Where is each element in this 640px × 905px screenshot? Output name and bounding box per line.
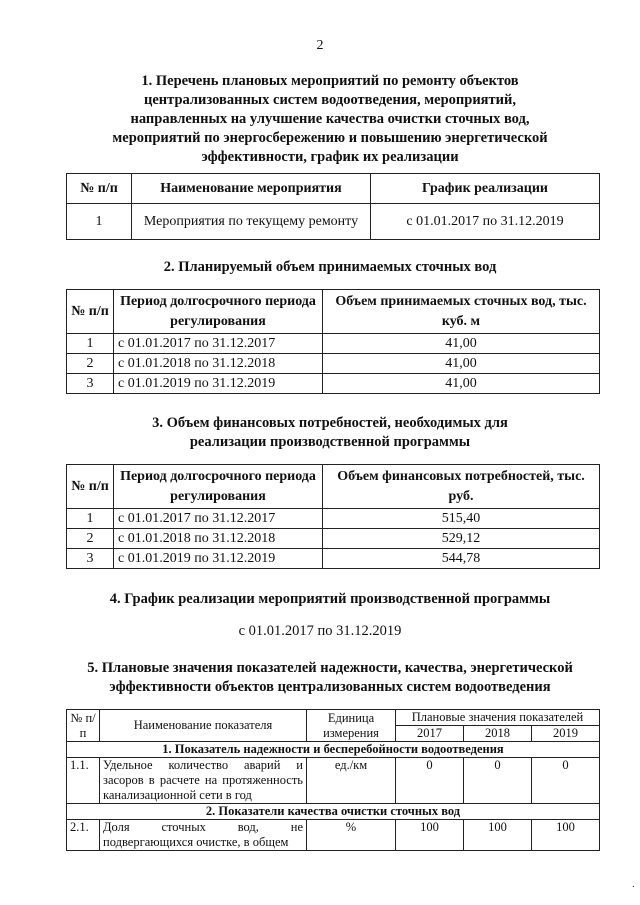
table-row: 2 с 01.01.2018 по 31.12.2018 41,00 bbox=[67, 354, 600, 374]
table-row: 1 с 01.01.2017 по 31.12.2017 41,00 bbox=[67, 334, 600, 354]
section-row-reliability: 1. Показатель надежности и бесперебойности водоотведения bbox=[67, 742, 600, 758]
table-indicators bbox=[66, 709, 600, 851]
section-4-title: 4. График реализации мероприятий производственной программы bbox=[109, 591, 551, 607]
table-row: 2 с 01.01.2018 по 31.12.2018 529,12 bbox=[67, 529, 600, 549]
section-row-quality: 2. Показатели качества очистки сточных вод bbox=[67, 804, 600, 820]
table-row: 3 с 01.01.2019 по 31.12.2019 544,78 bbox=[67, 549, 600, 569]
col-year-2018: 2018 bbox=[463, 726, 531, 742]
table-wastewater-volume: № п/п Период долгосрочного периода регулирования Объем принимаемых сточных вод, тыс. куб. м 1 с 01.01.2017 по 31.12.2017 41,00 2 с 01.01.2018 по 31.12.2018 41,00 3 с 01.01.2019 по 31.12.2019 41,00 bbox=[66, 289, 600, 394]
section-5-title: 5. Плановые значения показателей надежности, качества, энергетической эффективности объектов централизованных систем водоотведения bbox=[87, 660, 573, 695]
table-row: 1.1. Удельное количество аварий и засоров в расчете на протяженность канализационной сети в год ед./км 0 0 0 bbox=[67, 758, 600, 804]
table-row: 3 с 01.01.2019 по 31.12.2019 41,00 bbox=[67, 374, 600, 394]
table-financial-needs: № п/п Период долгосрочного периода регулирования Объем финансовых потребностей, тыс. руб. 1 с 01.01.2017 по 31.12.2017 515,40 2 с 01.01.2018 по 31.12.2018 529,12 3 с 01.01.2019 по 31.12.2019 544,78 bbox=[66, 464, 600, 569]
table-row: 1 Мероприятия по текущему ремонту с 01.01.2017 по 31.12.2019 bbox=[67, 204, 600, 240]
col-name: Наименование мероприятия bbox=[132, 174, 371, 204]
section-4-period: с 01.01.2017 по 31.12.2019 bbox=[238, 623, 402, 639]
col-num: № п/п bbox=[67, 710, 100, 742]
col-year-2019: 2019 bbox=[531, 726, 599, 742]
table-measures bbox=[66, 173, 600, 240]
table-row: 1 с 01.01.2017 по 31.12.2017 515,40 bbox=[67, 509, 600, 529]
section-1-title: 1. Перечень плановых мероприятий по ремонту объектов централизованных систем водоотведения, мероприятий, направленных на улучшение качества очистки сточных вод, мероприятий по энергосбережению и повышению энергетической эффективности, график их реализации bbox=[112, 73, 548, 165]
table-row: 2.1. Доля сточных вод, не подвергающихся очистке, в общем % 100 100 100 bbox=[67, 820, 600, 851]
page-number: 2 bbox=[316, 38, 324, 53]
section-2-title: 2. Планируемый объем принимаемых сточных вод bbox=[163, 259, 497, 275]
section-3-title: 3. Объем финансовых потребностей, необходимых для реализации производственной программы bbox=[152, 415, 508, 450]
col-unit: Единица измерения bbox=[307, 710, 396, 742]
margin-mark: . bbox=[632, 878, 635, 890]
col-indicator-name: Наименование показателя bbox=[100, 710, 307, 742]
col-schedule: График реализации bbox=[371, 174, 600, 204]
col-num: № п/п bbox=[67, 174, 132, 204]
col-plan-values: Плановые значения показателей bbox=[396, 710, 600, 726]
col-year-2017: 2017 bbox=[396, 726, 464, 742]
